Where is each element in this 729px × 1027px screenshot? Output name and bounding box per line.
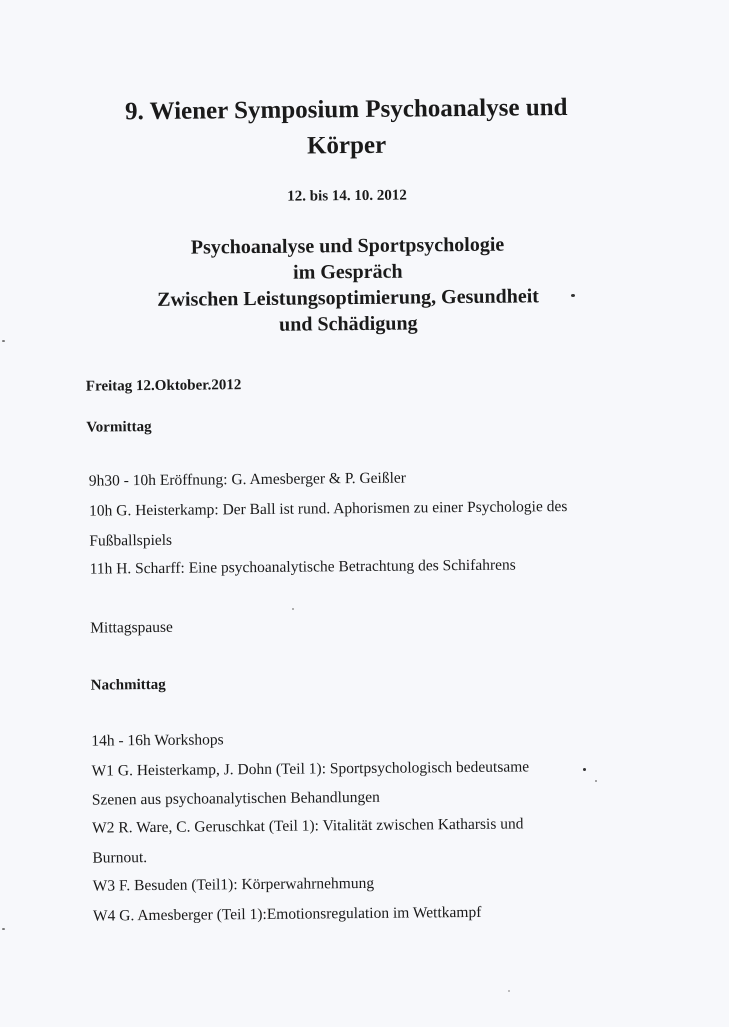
afternoon-heading: Nachmittag [90,676,166,694]
scan-speck [2,340,5,342]
afternoon-item: W1 G. Heisterkamp, J. Dohn (Teil 1): Sportpsychologisch bedeutsame [91,758,530,780]
scan-speck [2,928,5,930]
morning-item: Fußballspiels [89,531,173,550]
scan-speck [583,768,586,771]
scan-speck [292,608,294,610]
subtitle-line-3: Zwischen Leistungsoptimierung, Gesundheit [157,285,540,311]
scan-speck [571,294,575,297]
scan-speck [595,780,597,782]
title-line-2: Körper [306,131,387,160]
afternoon-item: Szenen aus psychoanalytischen Behandlungen [91,788,380,809]
morning-item: 11h H. Scharff: Eine psychoanalytische Betrachtung des Schifahrens [89,556,516,578]
morning-item: 10h G. Heisterkamp: Der Ball ist rund. Aphorismen zu einer Psychologie des [89,498,568,520]
day-heading: Freitag 12.Oktober.2012 [85,377,242,395]
afternoon-item: 14h - 16h Workshops [91,731,224,750]
subtitle-line-4: und Schädigung [278,312,418,336]
lunch-break: Mittagspause [90,618,173,637]
afternoon-item: W3 F. Besuden (Teil1): Körperwahrnehmung [92,874,375,895]
document-subtitle [47,230,648,340]
scan-speck [508,990,510,992]
title-line-1: 9. Wiener Symposium Psychoanalyse und [124,93,568,126]
afternoon-item: Burnout. [92,849,148,867]
morning-heading: Vormittag [86,418,152,436]
document-title [56,89,637,167]
event-date: 12. bis 14. 10. 2012 [287,187,407,205]
afternoon-item: W2 R. Ware, C. Geruschkat (Teil 1): Vitalität zwischen Katharsis und [92,815,524,837]
subtitle-line-2: im Gespräch [292,260,403,284]
subtitle-line-1: Psychoanalyse und Sportpsychologie [190,233,505,259]
afternoon-item: W4 G. Amesberger (Teil 1):Emotionsregulation im Wettkampf [92,903,482,925]
morning-item: 9h30 - 10h Eröffnung: G. Amesberger & P. Geißler [88,469,407,490]
